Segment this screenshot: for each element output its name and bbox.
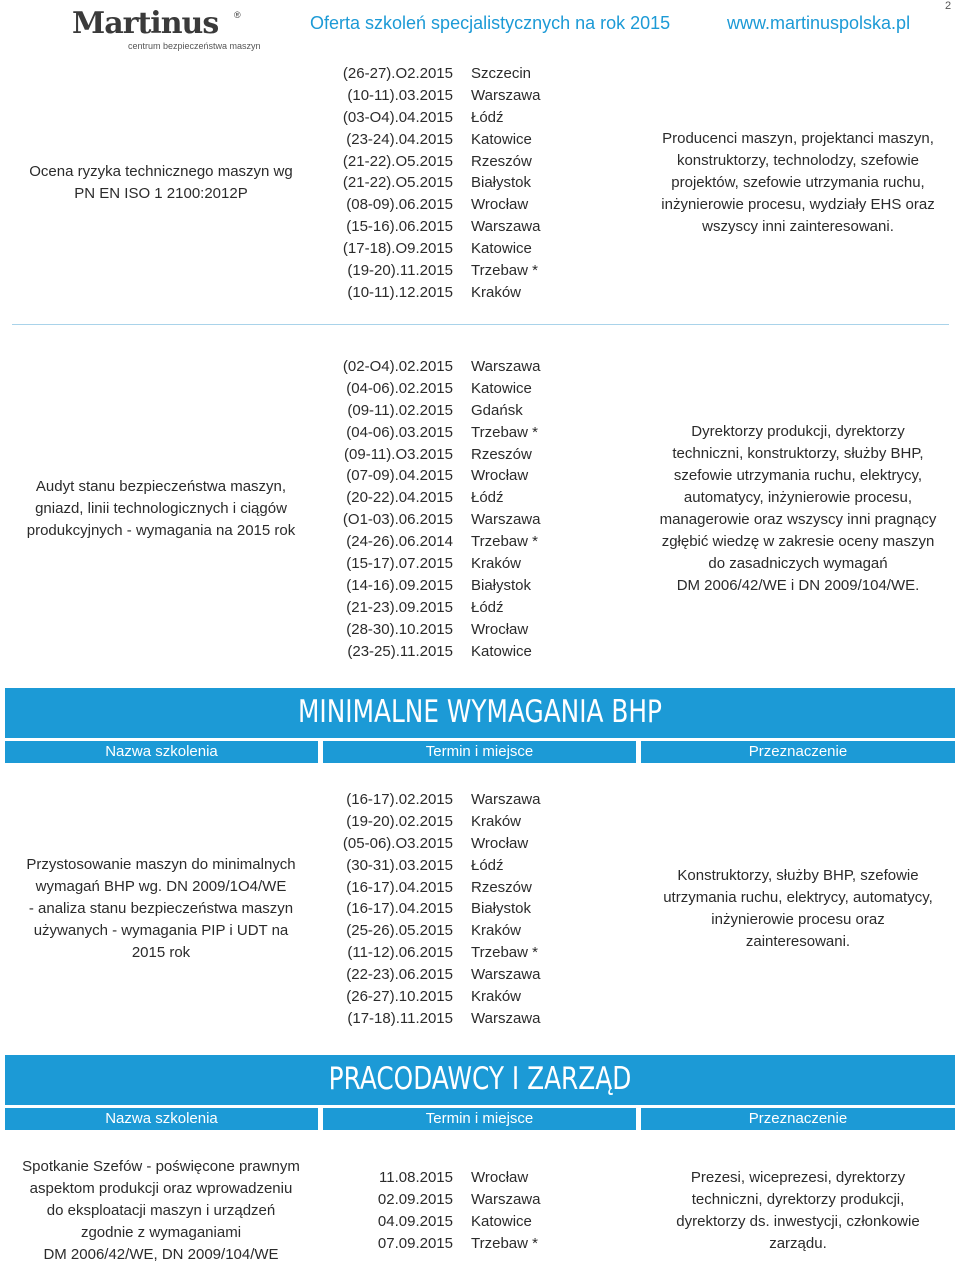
audience-line: zainteresowani. xyxy=(745,933,851,950)
schedule-row xyxy=(340,216,600,238)
schedule-row xyxy=(340,811,600,833)
schedule-date: 04.09.2015 xyxy=(377,1212,453,1230)
schedule-date: (09-11).O3.2015 xyxy=(344,445,453,463)
schedule-date: (05-06).O3.2015 xyxy=(342,834,453,852)
schedule-city: Katowice xyxy=(471,642,532,660)
schedule-date: (22-23).06.2015 xyxy=(346,966,453,984)
martinus-logo[interactable] xyxy=(72,6,261,51)
schedule-row xyxy=(340,789,600,811)
schedule-date: (23-24).04.2015 xyxy=(346,130,453,148)
course-name-line: PN EN ISO 1 2100:2012P xyxy=(74,185,248,202)
schedule-date: (16-17).02.2015 xyxy=(346,791,453,808)
audience-line: inżynierowie procesu oraz xyxy=(711,911,885,928)
course-name xyxy=(8,476,314,542)
schedule-date: (03-O4).04.2015 xyxy=(342,108,453,126)
course-audience xyxy=(642,421,954,597)
schedule-city: Warszawa xyxy=(471,966,541,984)
schedule-city: Trzebaw * xyxy=(471,262,538,280)
schedule-city: Rzeszów xyxy=(471,878,532,896)
schedule-city: Białystok xyxy=(471,900,532,918)
course-name-line: Spotkanie Szefów - poświęcone prawnym xyxy=(22,1158,300,1175)
course-name xyxy=(4,1156,318,1266)
schedule-row xyxy=(340,575,600,597)
schedule-city: Wrocław xyxy=(471,467,529,485)
schedule-row xyxy=(340,553,600,575)
audience-line: projektów, szefowie utrzymania ruchu, xyxy=(671,174,925,191)
schedule-date: (19-20).11.2015 xyxy=(347,262,453,280)
audience-line: techniczni, dyrektorzy produkcji, xyxy=(691,1191,905,1208)
course-name-line: DM 2006/42/WE, DN 2009/104/WE xyxy=(43,1246,279,1263)
course-audience xyxy=(642,1167,954,1255)
schedule-city: Warszawa xyxy=(471,358,541,375)
audience-line: Prezesi, wiceprezesi, dyrektorzy xyxy=(690,1169,906,1186)
audience-line: utrzymania ruchu, elektrycy, automatycy, xyxy=(663,889,933,906)
course-name-line: produkcyjnych - wymagania na 2015 rok xyxy=(26,522,296,539)
schedule-row xyxy=(340,898,600,920)
schedule-row xyxy=(340,877,600,899)
schedule-city: Warszawa xyxy=(471,1190,541,1208)
schedule-city: Warszawa xyxy=(471,218,541,236)
audience-line: Konstruktorzy, służby BHP, szefowie xyxy=(677,867,919,884)
course-name-line: wymagań BHP wg. DN 2009/1O4/WE xyxy=(35,878,287,895)
schedule-date: (26-27).O2.2015 xyxy=(342,65,453,82)
schedule-city: Białystok xyxy=(471,174,532,192)
schedule-city: Wrocław xyxy=(471,196,529,214)
schedule-row xyxy=(340,619,600,641)
schedule-row xyxy=(340,260,600,282)
schedule-row xyxy=(340,920,600,942)
schedule-city: Łódź xyxy=(471,489,504,507)
schedule-date: 02.09.2015 xyxy=(377,1190,453,1208)
audience-line: DM 2006/42/WE i DN 2009/104/WE. xyxy=(676,577,920,594)
logo-registered-mark: ® xyxy=(234,10,241,20)
schedule-city: Łódź xyxy=(471,856,504,874)
course-name-line: 2015 rok xyxy=(131,944,191,961)
column-header-audience: Przeznaczenie xyxy=(641,1108,955,1130)
schedule-row xyxy=(340,465,600,487)
schedule-date: (04-06).03.2015 xyxy=(346,423,453,441)
header-title: Oferta szkoleń specjalistycznych na rok 2015 xyxy=(310,13,671,33)
section-divider xyxy=(12,324,949,325)
course-name-line: aspektom produkcji oraz wprowadzeniu xyxy=(29,1180,293,1197)
schedule-date: (25-26).05.2015 xyxy=(346,922,453,940)
schedule-row xyxy=(340,172,600,194)
schedule-city: Katowice xyxy=(471,130,532,148)
schedule-row xyxy=(340,986,600,1008)
column-header-name: Nazwa szkolenia xyxy=(5,1108,318,1130)
audience-line: zarządu. xyxy=(769,1235,827,1252)
schedule-row xyxy=(340,444,600,466)
course-audience xyxy=(642,865,954,953)
schedule-row xyxy=(340,194,600,216)
schedule-row xyxy=(340,487,600,509)
course-name xyxy=(8,854,314,964)
schedule-row xyxy=(340,356,600,378)
schedule-row xyxy=(340,1211,600,1233)
schedule-date: (11-12).06.2015 xyxy=(347,944,453,962)
schedule-row xyxy=(340,833,600,855)
schedule-row xyxy=(340,282,600,304)
audience-line: dyrektorzy ds. inwestycji, członkowie xyxy=(676,1213,920,1230)
schedule-city: Warszawa xyxy=(471,86,541,104)
audience-line: szefowie utrzymania ruchu, elektrycy, xyxy=(673,467,923,484)
course-schedule xyxy=(340,1167,600,1255)
schedule-date: (04-06).02.2015 xyxy=(346,379,453,397)
schedule-date: (16-17).04.2015 xyxy=(346,900,453,918)
course-name-line: Ocena ryzyka technicznego maszyn wg xyxy=(29,163,293,180)
schedule-date: (24-26).06.2014 xyxy=(346,533,453,551)
schedule-row xyxy=(340,942,600,964)
schedule-date: (O1-03).06.2015 xyxy=(342,511,453,529)
section-title: MINIMALNE WYMAGANIA BHP xyxy=(298,694,662,730)
schedule-row xyxy=(340,1189,600,1211)
schedule-row xyxy=(340,85,600,107)
section-banner-pracodawcy-i-zarzad xyxy=(5,1055,955,1105)
schedule-row xyxy=(340,597,600,619)
schedule-date: (10-11).03.2015 xyxy=(347,86,453,104)
section-banner-minimalne-wymagania xyxy=(5,688,955,738)
schedule-row xyxy=(340,378,600,400)
page-number: 2 xyxy=(945,0,952,12)
schedule-city: Wrocław xyxy=(471,620,529,638)
schedule-date: (21-23).09.2015 xyxy=(346,598,453,616)
column-header-schedule: Termin i miejsce xyxy=(323,741,636,763)
section-title: PRACODAWCY I ZARZĄD xyxy=(328,1061,632,1097)
schedule-row xyxy=(340,855,600,877)
schedule-date: (15-16).06.2015 xyxy=(346,218,453,236)
course-name-line: Przystosowanie maszyn do minimalnych xyxy=(26,856,296,873)
course-name-line: do eksploatacji maszyn i urządzeń xyxy=(46,1202,276,1219)
audience-line: konstruktorzy, technolodzy, szefowie xyxy=(676,152,920,169)
audience-line: do zasadniczych wymagań xyxy=(708,555,888,572)
schedule-row xyxy=(340,964,600,986)
schedule-city: Wrocław xyxy=(471,1169,529,1186)
schedule-row xyxy=(340,107,600,129)
schedule-date: (19-20).02.2015 xyxy=(346,812,453,830)
schedule-city: Trzebaw * xyxy=(471,944,538,962)
schedule-row xyxy=(340,1008,600,1030)
schedule-date: (28-30).10.2015 xyxy=(346,620,453,638)
schedule-city: Szczecin xyxy=(471,65,532,82)
schedule-city: Trzebaw * xyxy=(471,533,538,551)
schedule-date: 11.08.2015 xyxy=(379,1169,453,1186)
schedule-date: 07.09.2015 xyxy=(377,1234,453,1252)
schedule-row xyxy=(340,1167,600,1189)
schedule-city: Warszawa xyxy=(471,1009,541,1027)
schedule-row xyxy=(340,509,600,531)
schedule-row xyxy=(340,531,600,553)
audience-line: zgłębić wiedzę w zakresie oceny maszyn xyxy=(661,533,935,550)
audience-line: managerowie oraz wszyscy inni pragnący xyxy=(659,511,937,528)
schedule-date: (07-09).04.2015 xyxy=(346,467,453,485)
schedule-city: Łódź xyxy=(471,108,504,126)
course-schedule xyxy=(340,789,600,1030)
audience-line: wszyscy inni zainteresowani. xyxy=(702,218,894,235)
schedule-city: Warszawa xyxy=(471,511,541,529)
schedule-city: Katowice xyxy=(471,379,532,397)
schedule-city: Rzeszów xyxy=(471,152,532,170)
schedule-date: (20-22).04.2015 xyxy=(346,489,453,507)
column-header-name: Nazwa szkolenia xyxy=(5,741,318,763)
schedule-row xyxy=(340,151,600,173)
course-name-line: gniazd, linii technologicznych i ciągów xyxy=(35,500,287,517)
schedule-row xyxy=(340,422,600,444)
audience-line: Producenci maszyn, projektanci maszyn, xyxy=(662,130,934,147)
schedule-row xyxy=(340,400,600,422)
schedule-date: (15-17).07.2015 xyxy=(346,555,453,573)
logo-wordmark: Martinus xyxy=(72,6,219,41)
schedule-date: (23-25).11.2015 xyxy=(347,642,453,660)
course-schedule xyxy=(340,63,600,304)
schedule-date: (17-18).11.2015 xyxy=(347,1009,453,1027)
schedule-date: (14-16).09.2015 xyxy=(346,576,453,594)
schedule-city: Trzebaw * xyxy=(471,1234,538,1252)
course-name-line: - analiza stanu bezpieczeństwa maszyn xyxy=(28,900,294,917)
schedule-date: (30-31).03.2015 xyxy=(346,856,453,874)
schedule-row xyxy=(340,641,600,663)
audience-line: techniczni, konstruktorzy, służby BHP, xyxy=(672,445,924,462)
schedule-city: Gdańsk xyxy=(471,401,523,419)
schedule-date: (21-22).O5.2015 xyxy=(342,174,453,192)
schedule-city: Kraków xyxy=(471,988,522,1006)
schedule-row xyxy=(340,238,600,260)
schedule-date: (10-11).12.2015 xyxy=(347,283,453,301)
course-schedule xyxy=(340,356,600,662)
course-audience xyxy=(642,128,954,238)
schedule-date: (02-O4).02.2015 xyxy=(342,358,453,375)
schedule-city: Katowice xyxy=(471,1212,532,1230)
schedule-row xyxy=(340,63,600,85)
schedule-city: Trzebaw * xyxy=(471,423,538,441)
schedule-city: Kraków xyxy=(471,812,522,830)
column-header-audience: Przeznaczenie xyxy=(641,741,955,763)
schedule-city: Rzeszów xyxy=(471,445,532,463)
schedule-date: (08-09).06.2015 xyxy=(346,196,453,214)
audience-line: Dyrektorzy produkcji, dyrektorzy xyxy=(691,423,905,440)
course-name-line: Audyt stanu bezpieczeństwa maszyn, xyxy=(35,478,287,495)
schedule-date: (17-18).O9.2015 xyxy=(342,240,453,258)
schedule-city: Kraków xyxy=(471,283,522,301)
course-name-line: używanych - wymagania PIP i UDT na xyxy=(33,922,289,939)
schedule-city: Wrocław xyxy=(471,834,529,852)
schedule-city: Katowice xyxy=(471,240,532,258)
course-name-line: zgodnie z wymaganiami xyxy=(80,1224,242,1241)
schedule-row xyxy=(340,1233,600,1255)
schedule-city: Białystok xyxy=(471,576,532,594)
website-link[interactable]: www.martinuspolska.pl xyxy=(727,13,911,33)
schedule-city: Łódź xyxy=(471,598,504,616)
schedule-city: Kraków xyxy=(471,555,522,573)
audience-line: inżynierowie procesu, wydziały EHS oraz xyxy=(661,196,935,213)
schedule-date: (26-27).10.2015 xyxy=(346,988,453,1006)
column-header-schedule: Termin i miejsce xyxy=(323,1108,636,1130)
schedule-city: Warszawa xyxy=(471,791,541,808)
page-header xyxy=(0,0,960,52)
schedule-date: (21-22).O5.2015 xyxy=(342,152,453,170)
audience-line: automatycy, inżynierowie procesu, xyxy=(683,489,913,506)
schedule-date: (09-11).02.2015 xyxy=(347,401,453,419)
schedule-row xyxy=(340,129,600,151)
course-name xyxy=(8,161,314,205)
schedule-date: (16-17).04.2015 xyxy=(346,878,453,896)
schedule-city: Kraków xyxy=(471,922,522,940)
logo-tagline: centrum bezpieczeństwa maszyn xyxy=(128,41,261,51)
